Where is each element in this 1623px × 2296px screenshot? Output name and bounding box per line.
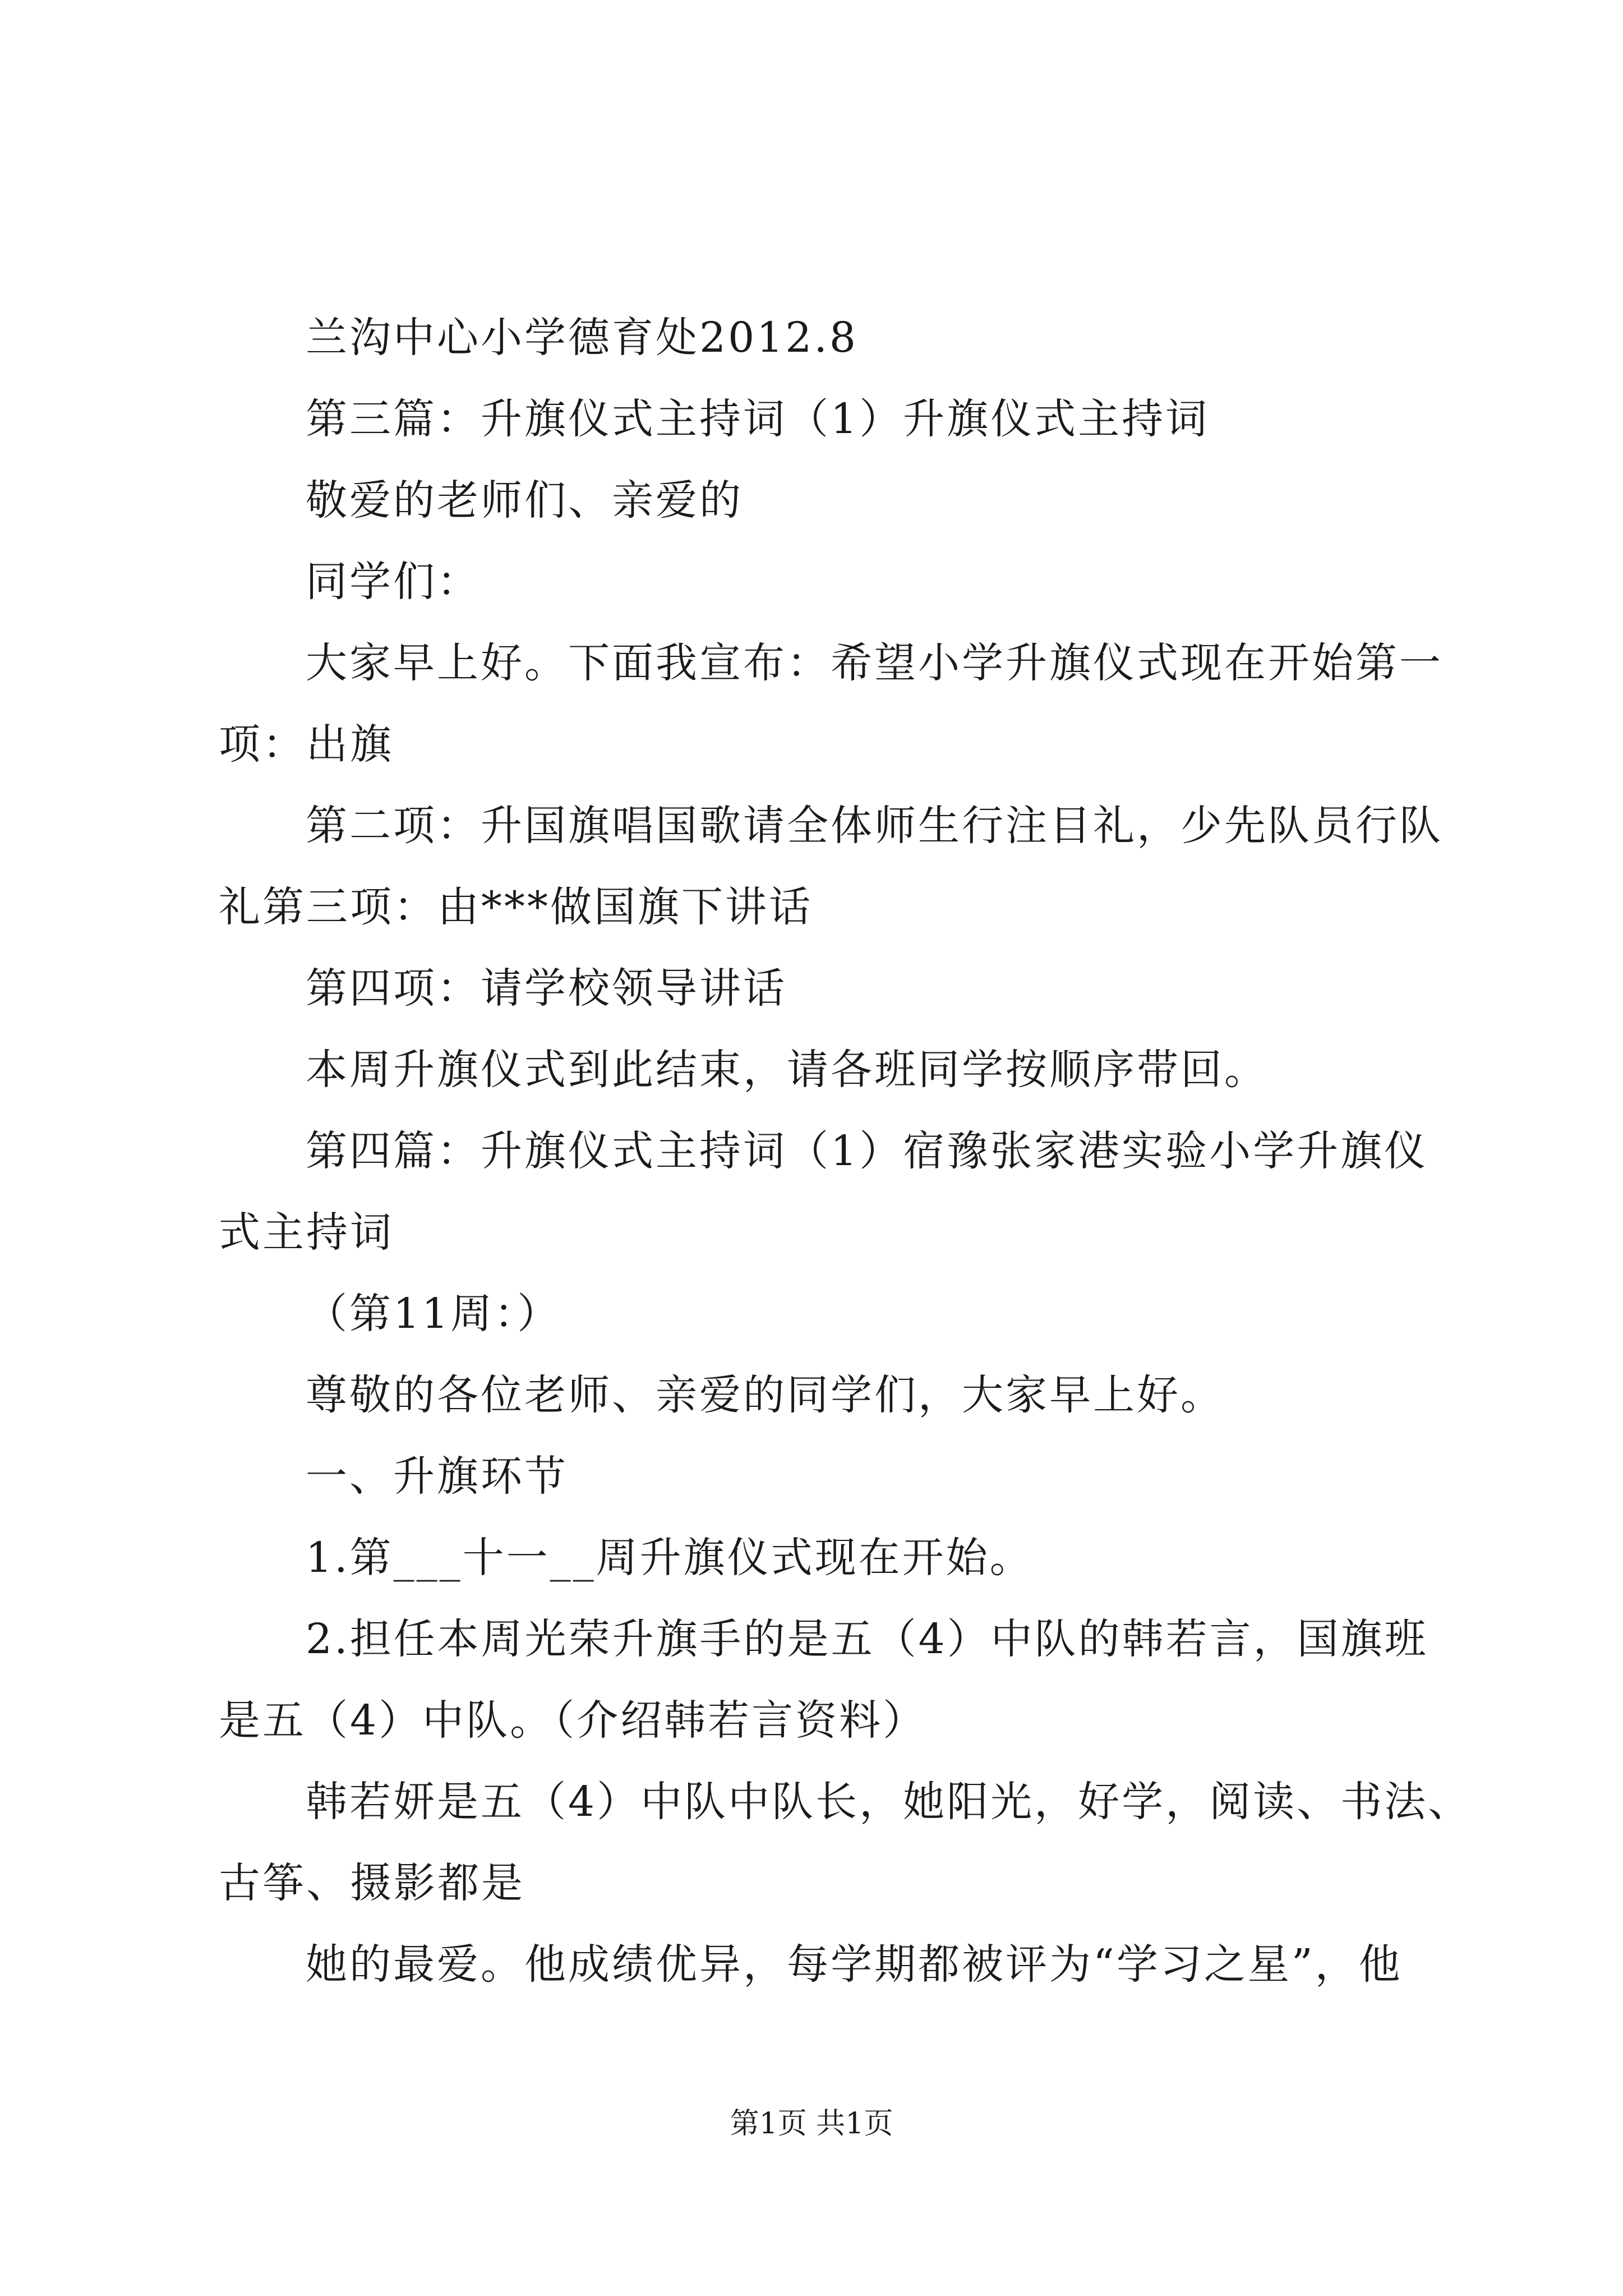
text-line: 本周升旗仪式到此结束，请各班同学按顺序带回。	[306, 1046, 1268, 1094]
text-line: 第二项：升国旗唱国歌请全体师生行注目礼，少先队员行队	[306, 802, 1443, 850]
page-footer: 第1页 共1页	[730, 2107, 893, 2141]
text-line: 敬爱的老师们、亲爱的	[306, 476, 743, 524]
text-line: 韩若妍是五（4）中队中队长，她阳光，好学，阅读、书法、	[306, 1778, 1472, 1826]
text-line: 她的最爱。他成绩优异，每学期都被评为“学习之星”，他	[306, 1940, 1403, 1989]
text-line: （第11周：）	[306, 1290, 561, 1338]
text-line: 是五（4）中队。（介绍韩若言资料）	[219, 1696, 927, 1745]
text-line: 1.第___十一__周升旗仪式现在开始。	[306, 1534, 1034, 1582]
text-line: 第四项：请学校领导讲话	[306, 964, 787, 1013]
text-line: 大家早上好。下面我宣布：希望小学升旗仪式现在开始第一	[306, 639, 1443, 687]
text-line: 同学们：	[306, 558, 481, 606]
text-line: 项：出旗	[219, 720, 394, 769]
text-line: 第四篇：升旗仪式主持词（1）宿豫张家港实验小学升旗仪	[306, 1127, 1428, 1175]
text-line: 礼第三项：由***做国旗下讲话	[219, 883, 813, 931]
text-line: 式主持词	[219, 1208, 394, 1257]
text-line: 第三篇：升旗仪式主持词（1）升旗仪式主持词	[306, 395, 1210, 443]
text-line: 古筝、摄影都是	[219, 1859, 525, 1907]
text-line: 兰沟中心小学德育处2012.8	[306, 314, 858, 362]
text-line: 尊敬的各位老师、亲爱的同学们，大家早上好。	[306, 1371, 1224, 1419]
text-line: 一、升旗环节	[306, 1452, 568, 1501]
text-line: 2.担任本周光荣升旗手的是五（4）中队的韩若言，国旗班	[306, 1615, 1428, 1663]
